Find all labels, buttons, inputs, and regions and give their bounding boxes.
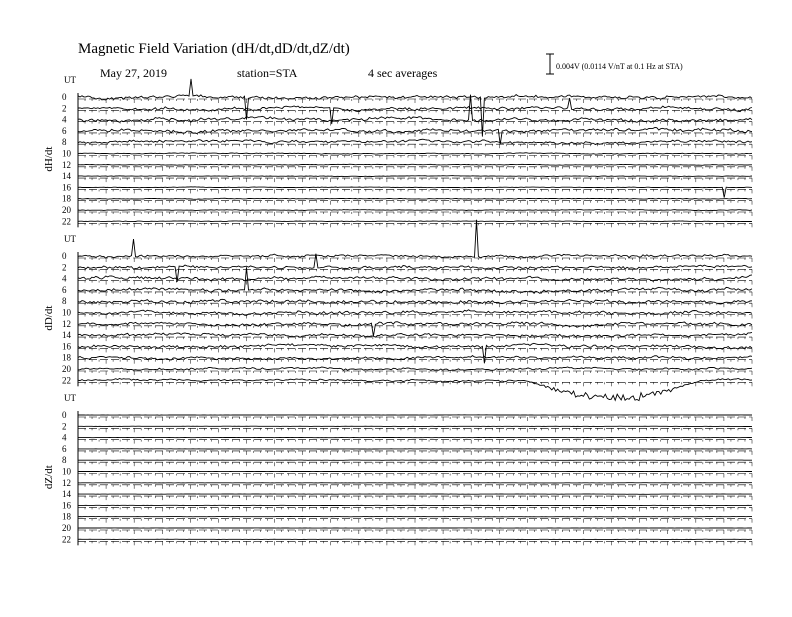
row-label-dh-8: 8 xyxy=(62,137,67,147)
row-label-dz-10: 10 xyxy=(62,467,72,477)
row-label-dh-22: 22 xyxy=(62,216,71,226)
row-label-dh-12: 12 xyxy=(62,160,71,170)
trace-dd-22 xyxy=(78,379,752,401)
row-label-dh-4: 4 xyxy=(62,115,67,125)
row-label-dh-0: 0 xyxy=(62,92,67,102)
trace-dd-14 xyxy=(78,332,752,337)
trace-dd-20 xyxy=(78,367,752,370)
trace-dd-4 xyxy=(78,275,752,281)
trace-dh-18 xyxy=(78,198,752,199)
trace-dh-12 xyxy=(78,164,752,165)
figure-title: Magnetic Field Variation (dH/dt,dD/dt,dZ/dt) xyxy=(78,41,350,57)
row-label-dd-4: 4 xyxy=(62,274,67,284)
row-label-dh-18: 18 xyxy=(62,194,72,204)
ut-axis-title-dd: UT xyxy=(64,234,76,244)
scale-bar-label: 0.004V (0.0114 V/nT at 0.1 Hz at STA) xyxy=(556,62,683,71)
station-label: station=STA xyxy=(237,66,298,80)
scale-bar xyxy=(546,54,683,74)
trace-dh-22 xyxy=(78,221,752,222)
row-label-dh-6: 6 xyxy=(62,126,67,136)
panel-label-dh: dH/dt xyxy=(43,147,55,172)
row-label-dz-2: 2 xyxy=(62,421,67,431)
row-label-dd-8: 8 xyxy=(62,296,67,306)
row-label-dz-0: 0 xyxy=(62,410,67,420)
row-label-dz-8: 8 xyxy=(62,455,67,465)
row-label-dd-18: 18 xyxy=(62,353,72,363)
row-label-dz-14: 14 xyxy=(62,489,72,499)
row-label-dd-22: 22 xyxy=(62,375,71,385)
trace-dh-0 xyxy=(78,79,752,137)
panels-group xyxy=(43,75,752,545)
row-label-dd-14: 14 xyxy=(62,330,72,340)
panel-label-dd: dD/dt xyxy=(43,306,55,331)
row-label-dz-16: 16 xyxy=(62,500,72,510)
trace-dh-10 xyxy=(78,153,752,155)
row-label-dz-4: 4 xyxy=(62,433,67,443)
panel-dd xyxy=(43,220,752,401)
row-label-dh-14: 14 xyxy=(62,171,72,181)
row-label-dz-12: 12 xyxy=(62,478,71,488)
trace-dh-20 xyxy=(78,210,752,211)
ut-axis-title-dh: UT xyxy=(64,75,76,85)
row-label-dd-10: 10 xyxy=(62,308,72,318)
row-label-dd-20: 20 xyxy=(62,364,72,374)
row-label-dd-0: 0 xyxy=(62,251,67,261)
trace-dd-18 xyxy=(78,356,752,360)
panel-dz xyxy=(43,393,752,545)
averaging-label: 4 sec averages xyxy=(368,66,438,80)
ut-axis-title-dz: UT xyxy=(64,393,76,403)
row-label-dh-2: 2 xyxy=(62,103,67,113)
row-label-dh-20: 20 xyxy=(62,205,72,215)
row-label-dd-2: 2 xyxy=(62,262,67,272)
row-label-dd-16: 16 xyxy=(62,341,72,351)
panel-label-dz: dZ/dt xyxy=(43,465,55,489)
row-label-dd-12: 12 xyxy=(62,319,71,329)
row-label-dz-18: 18 xyxy=(62,512,72,522)
row-label-dz-20: 20 xyxy=(62,523,72,533)
row-label-dh-16: 16 xyxy=(62,182,72,192)
panel-dh xyxy=(43,75,752,227)
row-label-dd-6: 6 xyxy=(62,285,67,295)
row-label-dz-22: 22 xyxy=(62,534,71,544)
row-label-dz-6: 6 xyxy=(62,444,67,454)
date-label: May 27, 2019 xyxy=(100,66,167,80)
row-label-dh-10: 10 xyxy=(62,149,72,159)
trace-dh-14 xyxy=(78,176,752,177)
trace-dh-8 xyxy=(78,139,752,144)
